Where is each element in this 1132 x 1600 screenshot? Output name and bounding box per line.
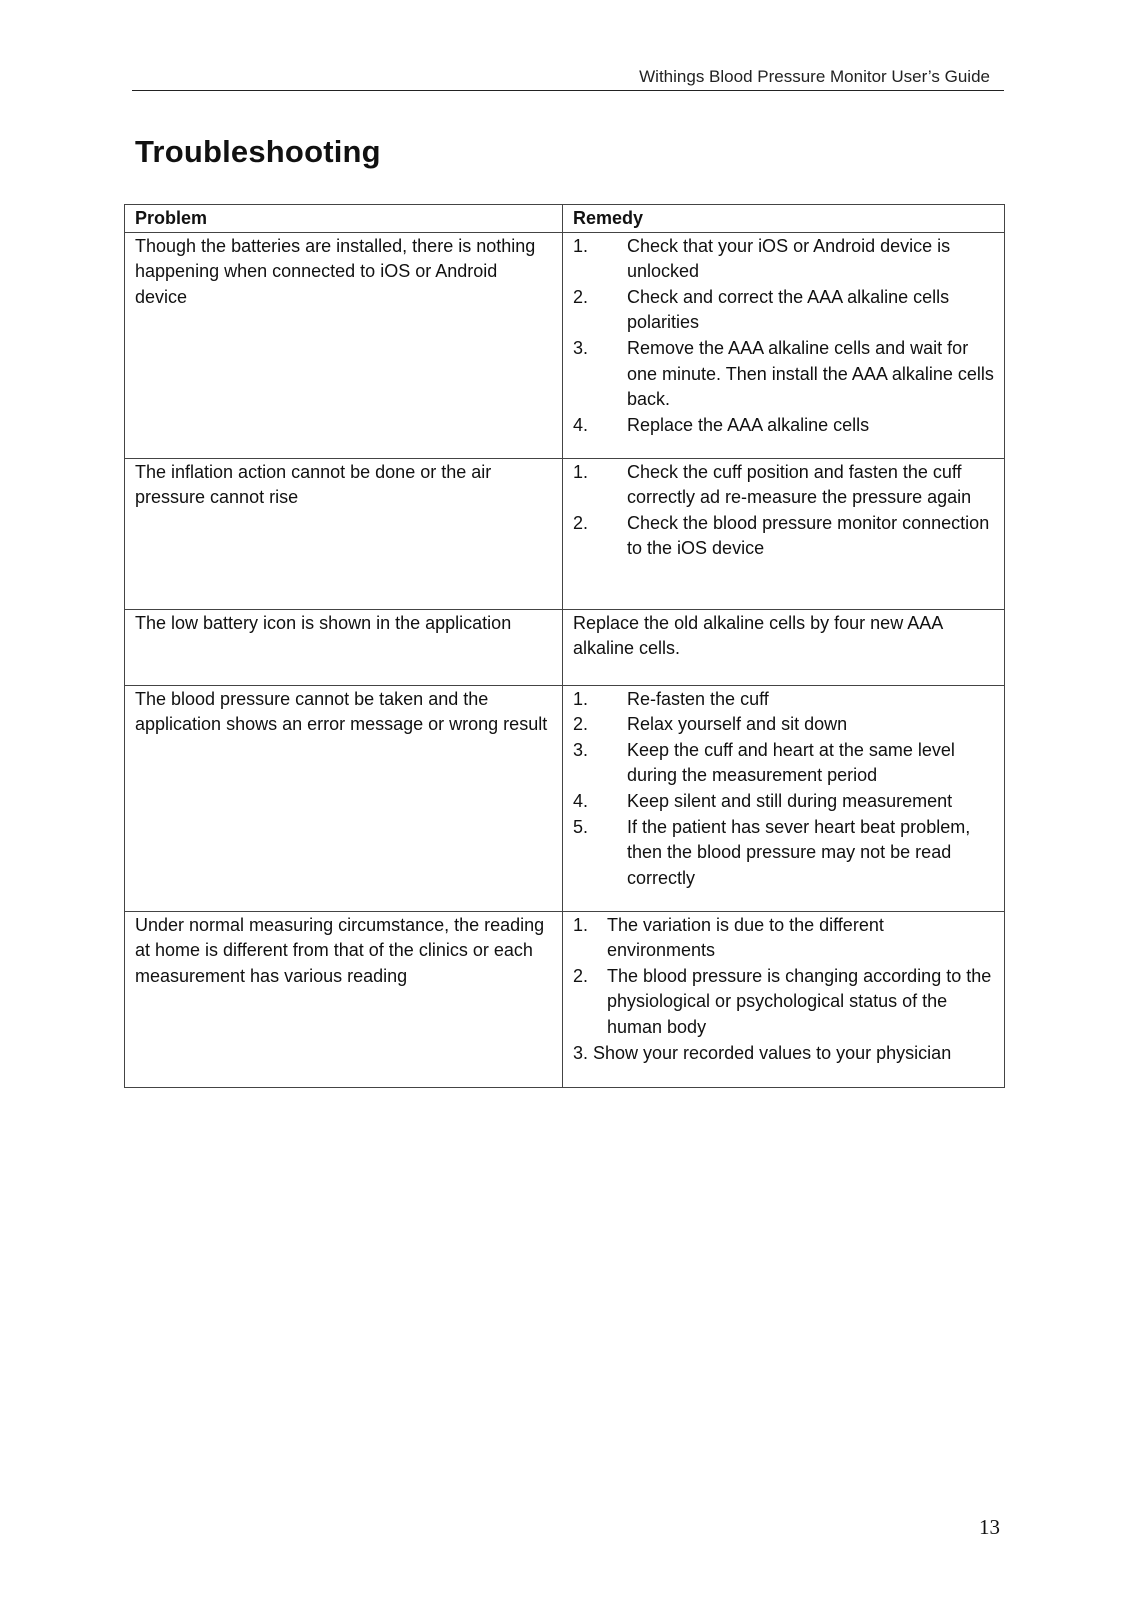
remedy-item: [573, 413, 995, 439]
remedy-item: [573, 285, 995, 336]
remedy-item: [573, 336, 995, 413]
remedy-item: [573, 687, 995, 713]
remedy-text: Keep silent and still during measurement: [627, 790, 953, 811]
remedy-item: [573, 815, 995, 892]
problem-cell: The blood pressure cannot be taken and the application shows an error message or wrong result: [125, 685, 563, 911]
table-row: [125, 458, 1005, 609]
remedy-cell: Replace the old alkaline cells by four new AAA alkaline cells.: [563, 609, 1005, 685]
remedy-number: 1.: [573, 914, 589, 935]
remedy-cell: [563, 911, 1005, 1087]
remedy-text: Remove the AAA alkaline cells and wait for one minute. Then install the AAA alkaline cells back.: [627, 337, 994, 410]
table-header-row: [125, 205, 1005, 233]
remedy-number: 1.: [573, 461, 589, 482]
remedy-text: The variation is due to the different environments: [607, 914, 884, 961]
remedy-number: 2.: [573, 965, 589, 986]
remedy-number: 4.: [573, 790, 589, 811]
remedy-text: Re-fasten the cuff: [627, 688, 769, 709]
remedy-item: [573, 913, 995, 964]
remedy-item: [573, 234, 995, 285]
remedy-number: 2.: [573, 512, 589, 533]
remedy-number: 1.: [573, 235, 589, 256]
table-row: [125, 232, 1005, 458]
remedy-number: 4.: [573, 414, 589, 435]
remedy-list: [573, 913, 995, 1041]
remedy-text: The blood pressure is changing according to the physiological or psychological status of the human body: [607, 965, 992, 1037]
problem-column-header: Problem: [125, 205, 563, 233]
remedy-text: Keep the cuff and heart at the same level during the measurement period: [627, 739, 955, 786]
remedy-list: [573, 687, 995, 892]
table-row: [125, 911, 1005, 1087]
remedy-tail-text: 3. Show your recorded values to your physician: [573, 1042, 952, 1063]
remedy-text: Check and correct the AAA alkaline cells polarities: [627, 286, 950, 333]
remedy-cell: [563, 685, 1005, 911]
remedy-text: Check the cuff position and fasten the cuff correctly ad re-measure the pressure again: [627, 461, 972, 508]
remedy-text: Check that your iOS or Android device is unlocked: [627, 235, 951, 282]
remedy-text: If the patient has sever heart beat problem, then the blood pressure may not be read correctly: [627, 816, 971, 888]
problem-cell: Under normal measuring circumstance, the reading at home is different from that of the clinics or each measurement has various reading: [125, 911, 563, 1087]
remedy-item: [573, 789, 995, 815]
remedy-number: 3.: [573, 337, 589, 358]
remedy-column-header: Remedy: [563, 205, 1005, 233]
table-row: [125, 685, 1005, 911]
remedy-number: 2.: [573, 714, 589, 735]
remedy-item: [573, 460, 995, 511]
remedy-cell: [563, 458, 1005, 609]
remedy-number: 2.: [573, 286, 589, 307]
remedy-item: [573, 964, 995, 1041]
problem-cell: The low battery icon is shown in the application: [125, 609, 563, 685]
troubleshooting-table: [124, 204, 1005, 1088]
page-number: 13: [979, 1515, 1000, 1539]
remedy-item: [573, 511, 995, 562]
remedy-item: [573, 712, 995, 738]
remedy-text: Check the blood pressure monitor connection to the iOS device: [627, 512, 990, 559]
running-header: [132, 66, 1004, 91]
remedy-list: [573, 234, 995, 439]
problem-cell: Though the batteries are installed, there is nothing happening when connected to iOS or Android device: [125, 232, 563, 458]
remedy-number: 5.: [573, 816, 589, 837]
remedy-text: Replace the AAA alkaline cells: [627, 414, 870, 435]
remedy-cell: [563, 232, 1005, 458]
problem-cell: The inflation action cannot be done or the air pressure cannot rise: [125, 458, 563, 609]
remedy-number: 1.: [573, 688, 589, 709]
remedy-item: [573, 738, 995, 789]
remedy-text: Relax yourself and sit down: [627, 714, 848, 735]
remedy-list: [573, 460, 995, 562]
page-title: Troubleshooting: [135, 134, 381, 169]
running-header-title: Withings Blood Pressure Monitor User’s Guide: [639, 67, 990, 86]
table-row: [125, 609, 1005, 685]
remedy-number: 3.: [573, 739, 589, 760]
